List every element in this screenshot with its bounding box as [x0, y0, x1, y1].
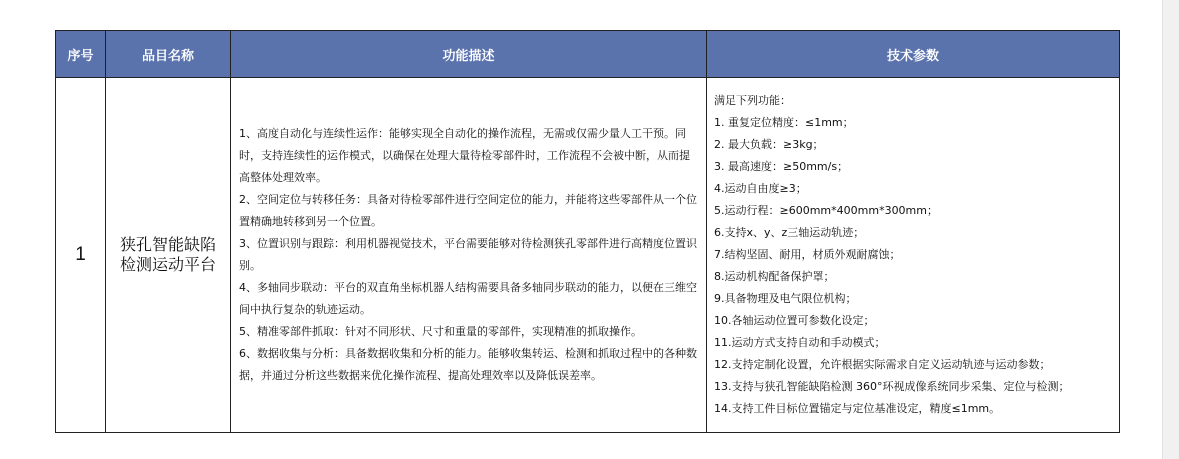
spec-table [55, 30, 1120, 433]
spec-item: 1. 重复定位精度：≤1mm； [714, 116, 854, 129]
description-item: 3、位置识别与跟踪：利用机器视觉技术，平台需要能够对待检测狭孔零部件进行高精度位置识别。 [239, 237, 697, 272]
spec-item: 6.支持x、y、z三轴运动轨迹； [714, 226, 865, 239]
spec-item: 13.支持与狭孔智能缺陷检测 360°环视成像系统同步采集、定位与检测； [714, 380, 1070, 393]
header-no: 序号 [56, 31, 106, 78]
description-item: 1、高度自动化与连续性运作：能够实现全自动化的操作流程，无需或仅需少量人工干预。同时，支持连续性的运作模式，以确保在处理大量待检零部件时，工作流程不会被中断，从而提高整体处理效率。 [239, 127, 690, 184]
row-description [231, 78, 707, 433]
spec-item: 5.运动行程：≥600mm*400mm*300mm； [714, 204, 938, 217]
row-specs [707, 78, 1120, 433]
window-edge [1162, 0, 1179, 459]
row-name-line: 狭孔智能缺陷 [119, 235, 216, 254]
row-no: 1 [56, 78, 106, 433]
spec-item: 4.运动自由度≥3； [714, 182, 807, 195]
spec-item: 8.运动机构配备保护罩； [714, 270, 835, 283]
spec-item: 2. 最大负载：≥3kg； [714, 138, 824, 151]
description-item: 5、精准零部件抓取：针对不同形状、尺寸和重量的零部件，实现精准的抓取操作。 [239, 325, 642, 338]
spec-item: 满足下列功能： [714, 94, 791, 107]
header-specs: 技术参数 [707, 31, 1120, 78]
table-header-row [56, 31, 1120, 78]
spec-item: 10.各轴运动位置可参数化设定； [714, 314, 875, 327]
spec-item: 7.结构坚固、耐用，材质外观耐腐蚀； [714, 248, 901, 261]
header-description: 功能描述 [231, 31, 707, 78]
row-name-line: 检测运动平台 [119, 255, 216, 274]
spec-item: 11.运动方式支持自动和手动模式； [714, 336, 886, 349]
header-name: 品目名称 [106, 31, 231, 78]
spec-item: 3. 最高速度：≥50mm/s； [714, 160, 849, 173]
description-item: 4、多轴同步联动：平台的双直角坐标机器人结构需要具备多轴同步联动的能力，以便在三维空间中执行复杂的轨迹运动。 [239, 281, 697, 316]
spec-item: 12.支持定制化设置，允许根据实际需求自定义运动轨迹与运动参数； [714, 358, 1051, 371]
description-item: 6、数据收集与分析：具备数据收集和分析的能力。能够收集转运、检测和抓取过程中的各种数据，并通过分析这些数据来优化操作流程、提高处理效率以及降低误差率。 [239, 347, 697, 382]
spec-item: 9.具备物理及电气限位机构； [714, 292, 857, 305]
table-row [56, 78, 1120, 433]
description-item: 2、空间定位与转移任务：具备对待检零部件进行空间定位的能力，并能将这些零部件从一个位置精确地转移到另一个位置。 [239, 193, 697, 228]
spec-item: 14.支持工件目标位置锚定与定位基准设定，精度≤1mm。 [714, 402, 1001, 415]
row-name [106, 78, 231, 433]
